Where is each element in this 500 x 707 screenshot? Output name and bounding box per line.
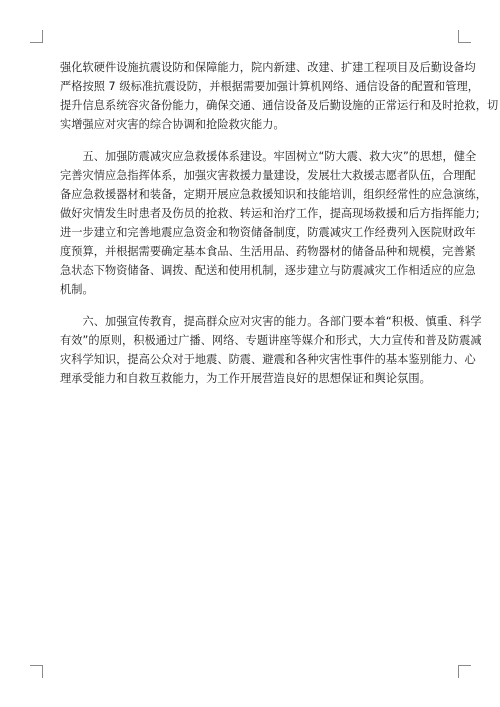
text-line: 机制。 <box>60 283 94 296</box>
document-body <box>60 58 499 388</box>
text-line: 实增强应对灾害的综合协调和抢险救灾能力。 <box>60 118 285 131</box>
text-line: 理承受能力和自救互救能力，为工作开展营造良好的思想保证和舆论氛围。 <box>60 372 431 385</box>
text-line: 进一步建立和完善地震应急资金和物资储备制度，防震减灾工作经费列入医院财政年 <box>60 226 476 239</box>
crop-mark-top-left <box>30 30 43 43</box>
crop-mark-bottom-right <box>458 665 471 678</box>
text-line: 有效”的原则，积极通过广播、网络、专题讲座等媒介和形式，大力宣传和普及防震减 <box>60 334 482 347</box>
text-line: 灾科学知识，提高公众对于地震、防震、避震和各种灾害性事件的基本鉴别能力、心 <box>60 353 476 366</box>
text-line: 完善灾情应急指挥体系，加强灾害救援力量建设，发展壮大救援志愿者队伍，合理配 <box>60 169 476 182</box>
text-line: 备应急救援器材和装备，定期开展应急救援知识和技能培训，组织经常性的应急演练， <box>60 188 488 201</box>
paragraph-section-five <box>60 147 488 299</box>
text-line: 五、加强防震减灾应急救援体系建设。牢固树立“防大震、救大灾”的思想，健全 <box>60 150 477 163</box>
paragraph-equipment-resilience <box>60 58 499 134</box>
text-line: 提升信息系统容灾备份能力，确保交通、通信设备及后勤设施的正常运行和及时抢救，切 <box>60 99 499 112</box>
crop-mark-bottom-left <box>30 665 43 678</box>
text-line: 六、加强宣传教育，提高群众应对灾害的能力。各部门要本着“积极、慎重、科学 <box>60 315 482 328</box>
text-line: 做好灾情发生时患者及伤员的抢救、转运和治疗工作，提高现场救援和后方指挥能力; <box>60 207 480 220</box>
text-line: 严格按照 7 级标准抗震设防，并根据需要加强计算机网络、通信设备的配置和管理， <box>60 80 479 93</box>
text-line: 度预算，并根据需要确定基本食品、生活用品、药物器材的储备品种和规模，完善紧 <box>60 245 476 258</box>
text-line: 急状态下物资储备、调拨、配送和使用机制，逐步建立与防震减灾工作相适应的应急 <box>60 264 476 277</box>
paragraph-section-six <box>60 312 482 388</box>
text-line: 强化软硬件设施抗震设防和保障能力，院内新建、改建、扩建工程项目及后勤设备均 <box>60 61 476 74</box>
crop-mark-top-right <box>458 30 471 43</box>
